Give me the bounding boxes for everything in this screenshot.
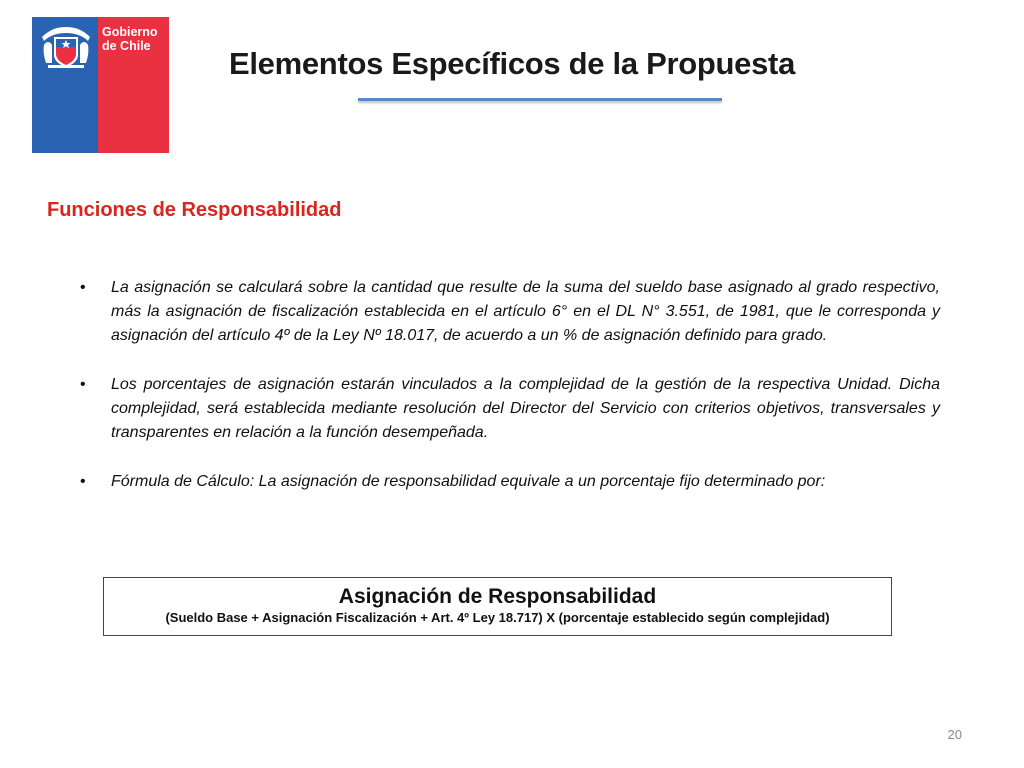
- section-heading: Funciones de Responsabilidad: [47, 199, 342, 221]
- bullet-item: [78, 470, 940, 494]
- logo-wordmark: [102, 25, 158, 53]
- bullet-item: [78, 373, 940, 445]
- slide-title: Elementos Específicos de la Propuesta: [228, 46, 796, 81]
- page-number: 20: [947, 727, 962, 742]
- bullet-item: [78, 276, 940, 348]
- gobierno-de-chile-logo: [32, 17, 169, 153]
- logo-line-1: Gobierno: [102, 25, 158, 39]
- logo-red-panel: [98, 17, 169, 153]
- bullet-text: Los porcentajes de asignación estarán vinculados a la complejidad de la gestión de la respectiva Unidad. Dicha complejidad, será establecida mediante resolución del Director del Servicio con criterios objetivos, transversales y transparentes en relación a la función desempeñada.: [111, 376, 940, 441]
- bullet-text: La asignación se calculará sobre la cantidad que resulte de la suma del sueldo base asignado al grado respectivo, más la asignación de fiscalización establecida en el artículo 6° en el DL N° 3.551, de 1981, que le corresponda y asignación del artículo 4º de la Ley Nº 18.017, de acuerdo a un % de asignación definido para grado.: [111, 279, 940, 344]
- formula-detail: (Sueldo Base + Asignación Fiscalización + Art. 4º Ley 18.717) X (porcentaje establecido según complejidad): [165, 610, 830, 625]
- formula-title: Asignación de Responsabilidad: [338, 585, 657, 608]
- title-underline: [358, 98, 722, 101]
- bullet-text: Fórmula de Cálculo: La asignación de responsabilidad equivale a un porcentaje fijo determinado por:: [111, 473, 826, 490]
- formula-box: [103, 577, 892, 636]
- bullet-list: [78, 276, 940, 494]
- bullet-dot-icon: •: [80, 473, 86, 490]
- coat-of-arms-icon: [38, 23, 94, 71]
- logo-blue-panel: [32, 17, 98, 153]
- logo-line-2: de Chile: [102, 39, 151, 53]
- bullet-dot-icon: •: [80, 279, 86, 296]
- bullet-dot-icon: •: [80, 376, 86, 393]
